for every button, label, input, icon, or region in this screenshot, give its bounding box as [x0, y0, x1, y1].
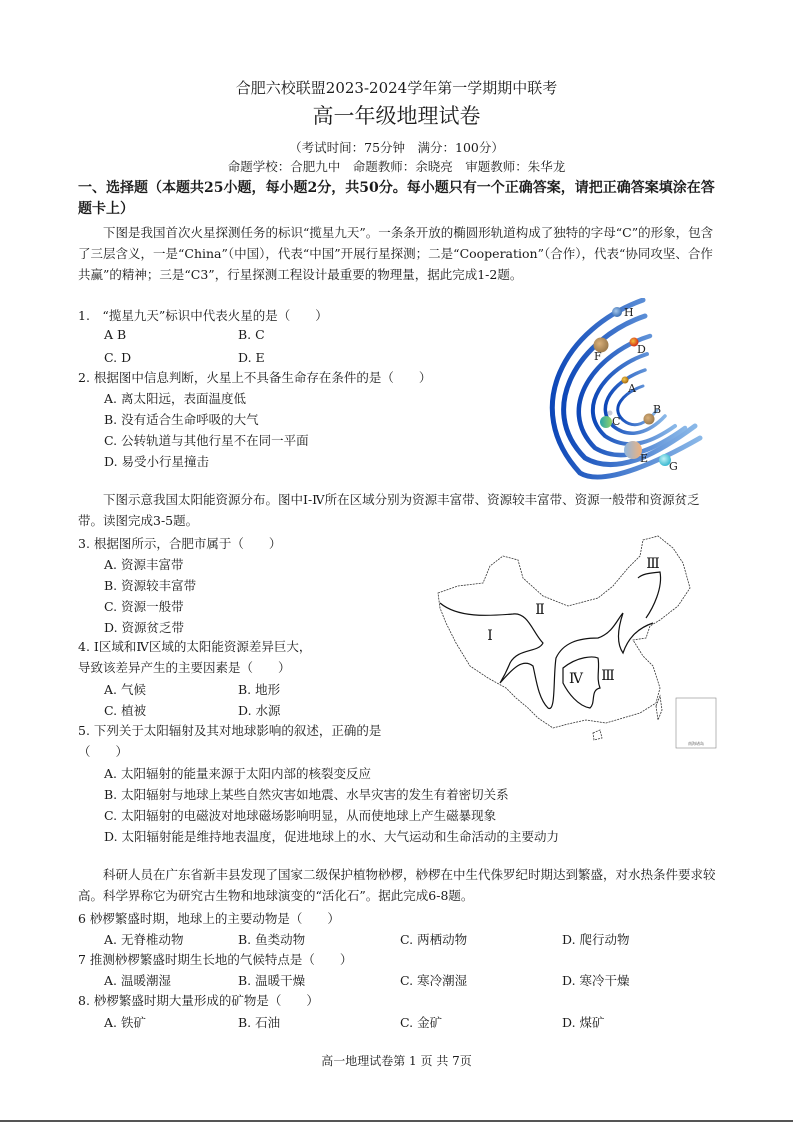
label-g: G: [669, 460, 678, 473]
question-8-option-c: C. 金矿: [400, 1015, 443, 1030]
label-b: B: [653, 403, 662, 416]
passage-mars-logo: 下图是我国首次火星探测任务的标识“揽星九天”。一条条开放的椭圆形轨道构成了独特的字母“C”的形象，包含了三层含义，一是“China”（中国），代表“中国”开展行星探测；二是“Cooperation”（合作），代表“协同攻坚、合作共赢”的精神；三是“C3”，行星探测工程设计最重要的物理量，据此完成1-2题。: [78, 225, 714, 282]
question-6-option-a: A. 无脊椎动物: [104, 932, 184, 947]
question-2-stem: 2. 根据图中信息判断，火星上不具备生命存在条件的是（ ）: [78, 370, 432, 385]
question-4-stem-line2: 导致该差异产生的主要因素是（ ）: [78, 660, 291, 675]
inset-label: 南海诸岛: [688, 741, 704, 746]
question-4-stem-line1: 4. Ⅰ区域和Ⅳ区域的太阳能资源差异巨大，: [78, 639, 312, 654]
label-e: E: [640, 452, 649, 465]
question-4-option-d: D. 水源: [238, 703, 281, 718]
label-f: F: [594, 350, 602, 363]
region-label-iii-se: Ⅲ: [601, 668, 615, 684]
passage-solar-resources: 下图示意我国太阳能资源分布。图中Ⅰ-Ⅳ所在区域分别为资源丰富带、资源较丰富带、资源一般带和资源贫乏带。读图完成3-5题。: [78, 492, 700, 528]
question-6-option-c: C. 两栖动物: [400, 932, 468, 947]
question-3-option-d: D. 资源贫乏带: [104, 620, 185, 635]
question-5-option-b: B. 太阳辐射与地球上某些自然灾害如地震、水旱灾害的发生有着密切关系: [104, 787, 509, 802]
question-8-option-a: A. 铁矿: [104, 1015, 146, 1030]
question-2-option-d: D. 易受小行星撞击: [104, 454, 210, 469]
question-3-option-c: C. 资源一般带: [104, 599, 184, 614]
question-7-stem: 7 推测桫椤繁盛时期生长地的气候特点是（ ）: [78, 952, 353, 967]
question-2-option-b: B. 没有适合生命呼吸的大气: [104, 412, 259, 427]
question-8-stem: 8. 桫椤繁盛时期大量形成的矿物是（ ）: [78, 993, 319, 1008]
label-h: H: [624, 306, 634, 319]
question-8-option-b: B. 石油: [238, 1015, 281, 1030]
question-6-option-d: D. 爬行动物: [562, 932, 630, 947]
question-4-option-b: B. 地形: [238, 682, 281, 697]
china-solar-map: [428, 528, 723, 753]
question-7-option-d: D. 寒冷干燥: [562, 973, 630, 988]
question-2-option-c: C. 公转轨道与其他行星不在同一平面: [104, 433, 309, 448]
question-3-option-a: A. 资源丰富带: [104, 557, 184, 572]
question-1-stem: 1. “揽星九天”标识中代表火星的是（ ）: [78, 308, 328, 323]
planet-h: [612, 307, 622, 317]
question-5-option-c: C. 太阳辐射的电磁波对地球磁场影响明显，从而使地球上产生磁暴现象: [104, 808, 497, 823]
question-3-stem: 3. 根据图所示，合肥市属于（ ）: [78, 536, 282, 551]
question-7-option-b: B. 温暖干燥: [238, 973, 306, 988]
label-a: A: [628, 382, 636, 395]
question-1-option-a: A B: [104, 327, 127, 342]
question-4-option-a: A. 气候: [104, 682, 146, 697]
question-5-option-d: D. 太阳辐射能是维持地表温度，促进地球上的水、大气运动和生命活动的主要动力: [104, 829, 560, 844]
question-1-option-c: C. D: [104, 350, 132, 365]
question-6-stem: 6 桫椤繁盛时期，地球上的主要动物是（ ）: [78, 911, 340, 926]
question-3-option-b: B. 资源较丰富带: [104, 578, 197, 593]
question-5-option-a: A. 太阳辐射的能量来源于太阳内部的核裂变反应: [104, 766, 371, 781]
region-label-i: Ⅰ: [487, 628, 493, 644]
question-4-option-c: C. 植被: [104, 703, 147, 718]
planet-c: [600, 416, 612, 428]
hainan: [593, 730, 602, 740]
question-7-option-c: C. 寒冷潮湿: [400, 973, 468, 988]
region-label-iii-ne: Ⅲ: [646, 556, 660, 572]
question-8-option-d: D. 煤矿: [562, 1015, 605, 1030]
orbit-4: [593, 354, 675, 444]
author-info: 命题学校：合肥九中 命题教师：余晓亮 审题教师：朱华龙: [227, 159, 566, 174]
question-1-option-d: D. E: [238, 350, 265, 365]
question-6-option-b: B. 鱼类动物: [238, 932, 306, 947]
boundary-iii-ne: [638, 572, 661, 618]
paper-title: 高一年级地理试卷: [312, 104, 481, 128]
region-label-ii: Ⅱ: [535, 602, 545, 618]
exam-title: 合肥六校联盟2023-2024学年第一学期期中联考: [235, 79, 558, 97]
boundary-i: [440, 603, 653, 708]
section-title: 一、选择题（本题共25小题，每小题2分，共50分。每小题只有一个正确答案，请把正确答案填涂在答题卡上）: [78, 180, 715, 217]
question-2-option-a: A. 离太阳远，表面温度低: [104, 391, 246, 406]
question-5-answer-paren: （ ）: [78, 744, 129, 759]
label-c: C: [612, 415, 621, 428]
question-7-option-a: A. 温暖潮湿: [104, 973, 171, 988]
page-footer: 高一地理试卷第 1 页 共 7页: [321, 1054, 472, 1068]
question-1-option-b: B. C: [238, 327, 265, 342]
question-5-stem: 5. 下列关于太阳辐射及其对地球影响的叙述，正确的是: [78, 723, 382, 738]
region-label-iv: Ⅳ: [569, 671, 583, 687]
mars-mission-logo: [525, 298, 720, 483]
label-d: D: [637, 343, 646, 356]
exam-info: （考试时间：75分钟 满分：100分）: [289, 140, 504, 155]
passage-spinulosa: 科研人员在广东省新丰县发现了国家二级保护植物桫椤，桫椤在中生代侏罗纪时期达到繁盛，对水热条件要求较高。科学界称它为研究古生物和地球演变的“活化石”。据此完成6-8题。: [78, 867, 716, 903]
